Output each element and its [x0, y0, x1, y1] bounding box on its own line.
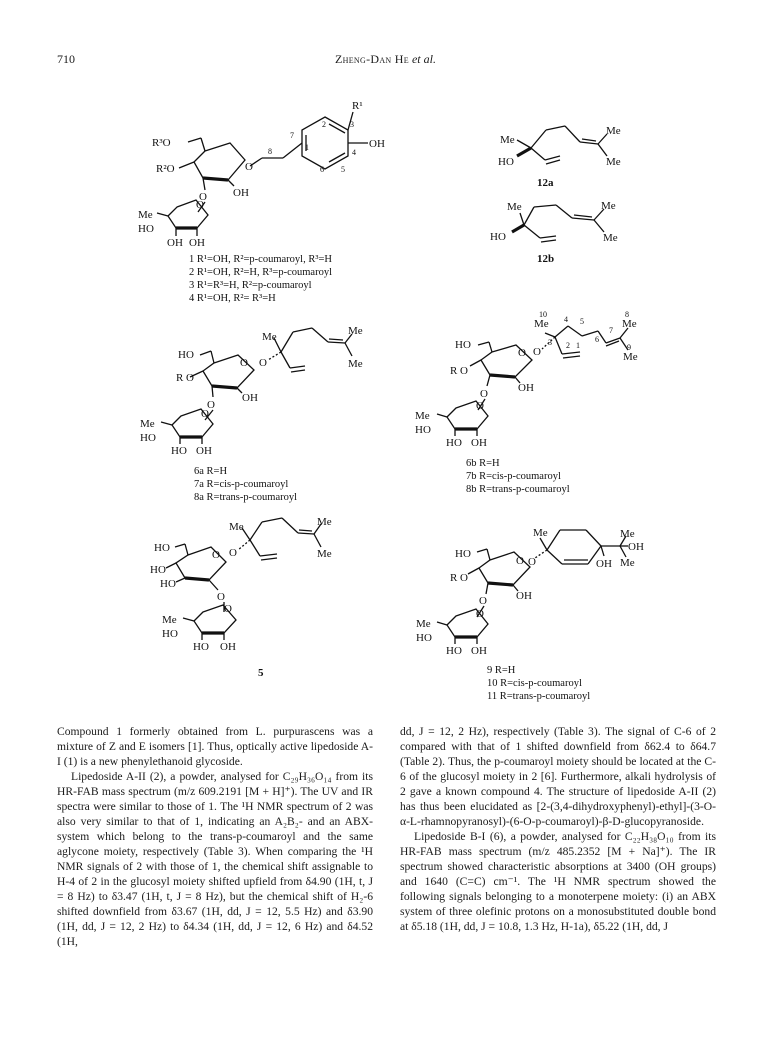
glucose-ring: [194, 143, 245, 180]
o-label: O: [518, 347, 526, 359]
oh-label: OH: [471, 645, 487, 657]
legend-6a-line: 8a R=trans-p-coumaroyl: [194, 492, 298, 503]
oh-label: OH: [369, 138, 385, 150]
ho-label: HO: [162, 628, 178, 640]
legend-6b-line: 6b R=H: [466, 458, 500, 469]
ho-label: HO: [498, 156, 514, 168]
me-label: Me: [606, 156, 621, 168]
o-label: O: [229, 547, 237, 559]
legend-6a-line: 6a R=H: [194, 466, 228, 477]
locant: 4: [564, 315, 568, 324]
o-label: O: [259, 357, 267, 369]
locant: 7: [609, 326, 613, 335]
oh-label: OH: [196, 445, 212, 457]
o-label: O: [199, 191, 207, 203]
locant: 6: [320, 165, 324, 174]
o-label: O: [528, 556, 536, 568]
structure-1-4: [138, 100, 385, 304]
locant: 2: [566, 341, 570, 350]
running-head-etal: et al.: [411, 52, 436, 66]
me-label: Me: [348, 358, 363, 370]
me-label: Me: [138, 209, 153, 221]
legend-1-4-line: 1 R¹=OH, R²=p-coumaroyl, R³=H: [189, 254, 332, 265]
me-label: Me: [620, 528, 635, 540]
r-label: R: [176, 372, 184, 384]
me-label: Me: [262, 331, 277, 343]
locant: 6: [595, 335, 599, 344]
ho-label: HO: [416, 632, 432, 644]
compound-label: 5: [258, 667, 264, 679]
o-label: O: [186, 372, 194, 384]
ho-label: HO: [178, 349, 194, 361]
locant: 1: [305, 143, 309, 152]
me-label: Me: [317, 516, 332, 528]
me-label: Me: [622, 318, 637, 330]
oh-label: OH: [233, 187, 249, 199]
ho-label: HO: [455, 548, 471, 560]
me-label: Me: [229, 521, 244, 533]
ho-label: HO: [138, 223, 154, 235]
me-label: Me: [507, 201, 522, 213]
me-label: Me: [603, 232, 618, 244]
locant: 3: [548, 338, 552, 347]
locant: 3: [350, 120, 354, 129]
structure-6b: [415, 310, 638, 495]
r-label: R: [450, 365, 458, 377]
right-text-column: [400, 724, 716, 934]
ho-label: HO: [154, 542, 170, 554]
locant: 4: [352, 148, 356, 157]
oh-label: OH: [471, 437, 487, 449]
oh-label: OH: [189, 237, 205, 249]
me-label: Me: [162, 614, 177, 626]
compound-label: 12b: [537, 253, 555, 265]
o-label: O: [196, 199, 204, 211]
locant: 8: [625, 310, 629, 319]
o-label: O: [479, 595, 487, 607]
oh-label: OH: [220, 641, 236, 653]
ho-label: HO: [140, 432, 156, 444]
o-label: O: [480, 388, 488, 400]
oh-label: OH: [518, 382, 534, 394]
o-label: O: [460, 572, 468, 584]
legend-1-4-line: 3 R¹=R³=H, R²=p-coumaroyl: [189, 280, 312, 291]
oh-label: OH: [242, 392, 258, 404]
o-label: O: [201, 408, 209, 420]
o-label: O: [217, 591, 225, 603]
o-label: O: [212, 549, 220, 561]
r3o-label: R³O: [152, 137, 171, 149]
ho-label: HO: [193, 641, 209, 653]
me-label: Me: [620, 557, 635, 569]
page-number: 710: [57, 52, 75, 66]
me-label: Me: [415, 410, 430, 422]
legend-9-line: 9 R=H: [487, 665, 516, 676]
locant: 1: [576, 341, 580, 350]
running-head-authors: Zheng-Dan He: [335, 52, 409, 66]
locant: 10: [539, 310, 547, 319]
me-label: Me: [140, 418, 155, 430]
me-label: Me: [416, 618, 431, 630]
ho-label: HO: [415, 424, 431, 436]
me-label: Me: [606, 125, 621, 137]
paragraph: Compound 1 formerly obtained from L. purpurascens was a mixture of Z and E isomers [1]. Thus, optically active lipedoside A-I (1) is a new phenylethanoid glycoside.: [57, 725, 373, 768]
locant: 5: [341, 165, 345, 174]
me-label: Me: [317, 548, 332, 560]
locant: 9: [627, 343, 631, 352]
legend-6b-line: 7b R=cis-p-coumaroyl: [466, 471, 561, 482]
structure-6a: [140, 325, 363, 503]
me-label: Me: [500, 134, 515, 146]
o-label: O: [245, 161, 253, 173]
left-text-column: [57, 724, 373, 949]
legend-9-line: 11 R=trans-p-coumaroyl: [487, 691, 591, 702]
oh-label: OH: [516, 590, 532, 602]
me-label: Me: [533, 527, 548, 539]
ho-label: HO: [160, 578, 176, 590]
o-label: O: [240, 357, 248, 369]
legend-9-line: 10 R=cis-p-coumaroyl: [487, 678, 582, 689]
paragraph: dd, J = 12, 2 Hz), respectively (Table 3). The signal of C-6 of 2 compared with that of 1 shifted downfield from δ62.4 to δ64.7 (Table 2). Thus, the p-coumaroyl moiety should be located at the C-6 of the glucosyl moiety in 2 [6]. Furthermore, alkali hydrolysis of 2 gave a known compound 4. The structure of lipedoside A-II (2) has thus been elucidated as [2-(3,4-dihydroxyphenyl)-ethyl]-(3-O-α-L-rhamnopyranosyl)-(6-O-p-coumaroyl)-β-D-glucopyranoside.: [400, 725, 716, 828]
r2o-label: R²O: [156, 163, 175, 175]
me-label: Me: [534, 318, 549, 330]
structure-12b: [490, 200, 618, 265]
me-label: Me: [601, 200, 616, 212]
legend-1-4-line: 4 R¹=OH, R²= R³=H: [189, 293, 276, 304]
o-label: O: [207, 399, 215, 411]
ho-label: HO: [455, 339, 471, 351]
locant: 2: [322, 120, 326, 129]
legend-1-4-line: 2 R¹=OH, R²=H, R³=p-coumaroyl: [189, 267, 332, 278]
me-label: Me: [348, 325, 363, 337]
compound-label: 12a: [537, 177, 554, 189]
ho-label: HO: [446, 437, 462, 449]
o-label: O: [476, 608, 484, 620]
oh-label: OH: [628, 541, 644, 553]
ho-label: HO: [150, 564, 166, 576]
structure-5: [150, 516, 332, 679]
legend-6a-line: 7a R=cis-p-coumaroyl: [194, 479, 289, 490]
o-label: O: [224, 603, 232, 615]
locant: 7: [290, 131, 294, 140]
paragraph: Lipedoside B-I (6), a powder, analysed for C₂₂H₃₈O₁₀ from its HR-FAB mass spectrum (m/z 485.2352 [M + Na]⁺). The IR spectrum showed characteristic absorptions at 3400 (OH groups) and 1640 (C=C) cm⁻¹. The ¹H NMR spectrum showed the following signals belonging to a monoterpene moiety: (i) an ABX system of three olefinic protons on a monosubstituted double bond at δ5.18 (1H, dd, J = 10.8, 1.3 Hz, H-1a), δ5.22 (1H, dd, J: [400, 830, 716, 933]
o-label: O: [533, 346, 541, 358]
structure-9: [416, 527, 644, 702]
paragraph: Lipedoside A-II (2), a powder, analysed for C₂₉H₃₆O₁₄ from its HR-FAB mass spectrum (m/z 609.2191 [M + H]⁺). The UV and IR spectra were similar to those of 1. The ¹H NMR spectrum of 2 was also very similar to that of 1, indicating an A₂B₂- and an ABX-system which belong to the trans-p-coumaroyl and the same aglycone moiety, respectively (Table 3). When comparing the ¹H NMR signals of 2 with those of 1, the chemical shift assignable to H-4 of 2 in the glucosyl moiety shifted upfield from δ4.90 (1H, t, J = 8 Hz) to δ3.47 (1H, t, J = 8 Hz), but the chemical shift of H₂-6 shifted downfield from δ3.67 (1H, dd, J = 12, 5.5 Hz) and δ3.90 (1H, dd, J = 12, 2 Hz) to δ4.34 (1H, dd, J = 12, 6 Hz) and δ4.52 (1H,: [57, 770, 373, 948]
structure-12a: [498, 125, 621, 189]
r-label: R: [450, 572, 458, 584]
o-label: O: [516, 555, 524, 567]
locant: 5: [580, 317, 584, 326]
ho-label: HO: [171, 445, 187, 457]
locant: 8: [268, 147, 272, 156]
r1-label: R¹: [352, 100, 363, 112]
ho-label: HO: [490, 231, 506, 243]
me-label: Me: [623, 351, 638, 363]
ho-label: HO: [446, 645, 462, 657]
oh-label: OH: [167, 237, 183, 249]
oh-label: OH: [596, 558, 612, 570]
legend-6b-line: 8b R=trans-p-coumaroyl: [466, 484, 570, 495]
o-label: O: [476, 400, 484, 412]
o-label: O: [460, 365, 468, 377]
